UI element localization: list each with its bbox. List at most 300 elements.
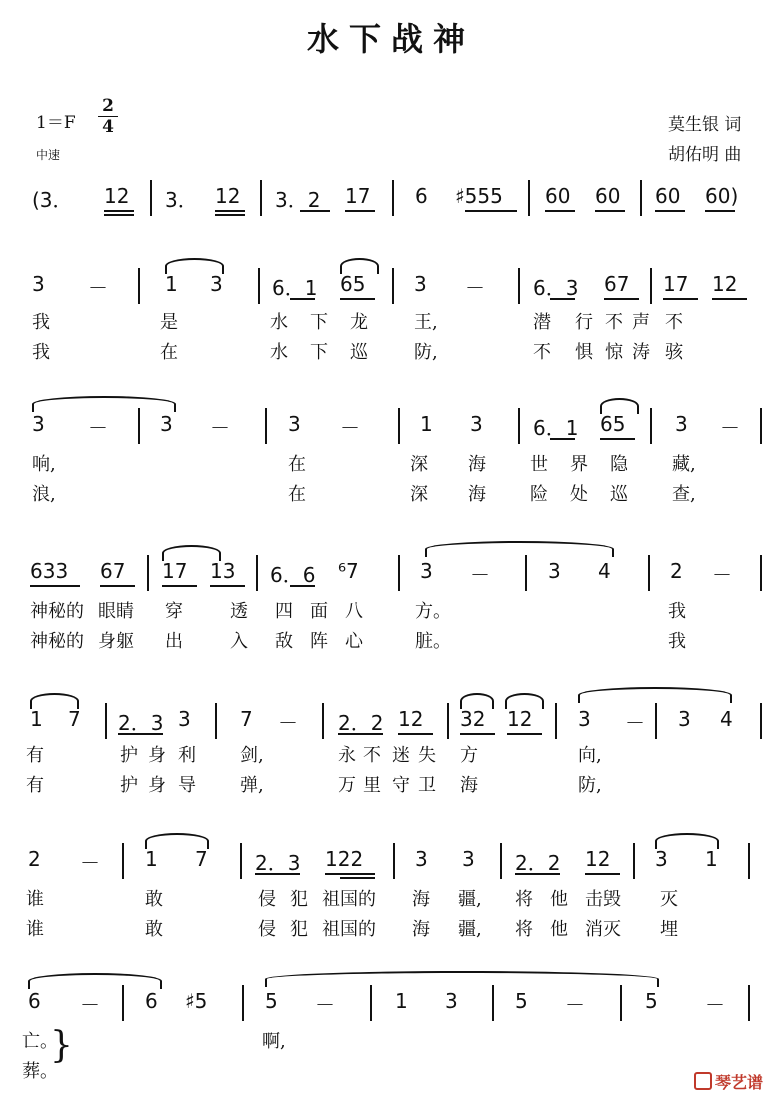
note: 3	[675, 412, 688, 436]
lyric: 神秘的	[30, 601, 84, 622]
lyric: 潜	[533, 312, 551, 333]
barline	[265, 408, 267, 444]
barline	[633, 843, 635, 879]
lyric: 处	[570, 484, 588, 505]
lyric: 王,	[414, 312, 438, 333]
note: 3	[445, 989, 458, 1013]
underline	[30, 585, 80, 587]
lyric: 穿	[165, 601, 183, 622]
lyric: 我	[32, 342, 50, 363]
barline	[650, 408, 652, 444]
tie	[425, 541, 614, 557]
underline	[550, 438, 575, 440]
underline	[215, 214, 245, 216]
lyric: 永	[338, 745, 356, 766]
lyric: 埋	[660, 919, 678, 940]
slur	[145, 833, 209, 849]
tie	[32, 396, 176, 412]
note: 3	[462, 847, 475, 871]
time-bottom: 4	[98, 116, 118, 137]
lyric: 我	[668, 601, 686, 622]
note: －	[88, 276, 108, 300]
lyric: 不	[665, 312, 683, 333]
barline	[760, 408, 762, 444]
lyric: 不	[363, 745, 381, 766]
lyric: 疆,	[458, 889, 482, 910]
note: －	[720, 416, 740, 440]
lyric: 利	[178, 745, 196, 766]
underline	[398, 733, 433, 735]
lyric: 在	[160, 342, 178, 363]
lyric: 谁	[26, 919, 44, 940]
barline	[500, 843, 502, 879]
barline	[242, 985, 244, 1021]
underline	[300, 210, 330, 212]
note: 2	[670, 559, 683, 583]
barline	[760, 703, 762, 739]
underline	[550, 298, 575, 300]
lyric: 击毁	[585, 889, 621, 910]
lyric: 灭	[660, 889, 678, 910]
composer-credit: 胡佑明 曲	[668, 145, 742, 165]
underline	[255, 873, 300, 875]
time-top: 2	[102, 96, 114, 116]
lyrics-verse-2	[0, 915, 782, 945]
note: 3	[578, 707, 591, 731]
barline	[105, 703, 107, 739]
note: 122	[325, 847, 364, 871]
lyric: 八	[345, 601, 363, 622]
lyric: 查,	[672, 484, 696, 505]
lyric: 海	[460, 775, 478, 796]
lyric: 方	[460, 745, 478, 766]
note: 6	[145, 989, 158, 1013]
lyric: 海	[468, 454, 486, 475]
barline	[648, 555, 650, 591]
lyric: 护	[120, 745, 138, 766]
note: 1	[395, 989, 408, 1013]
barline	[655, 703, 657, 739]
underline	[104, 210, 134, 212]
lyric: 浪,	[32, 484, 56, 505]
lyric: 祖国的	[322, 919, 376, 940]
underline	[340, 877, 375, 879]
note: 3	[655, 847, 668, 871]
underline	[162, 585, 197, 587]
slur	[505, 693, 544, 709]
lyric: 水	[270, 342, 288, 363]
lyric: 向,	[578, 745, 602, 766]
note: 6．1	[272, 276, 318, 300]
lyric: 侵	[258, 919, 276, 940]
lyric: 防,	[578, 775, 602, 796]
lyric: 世	[530, 454, 548, 475]
note: 7	[68, 707, 81, 731]
note: 3．2	[275, 188, 321, 212]
lyric: 深	[410, 484, 428, 505]
note: 3	[32, 412, 45, 436]
barline	[398, 555, 400, 591]
lyric: 隐	[610, 454, 628, 475]
barline	[258, 268, 260, 304]
note: 12	[585, 847, 611, 871]
underline	[118, 733, 163, 735]
lyric: 不	[533, 342, 551, 363]
lyric: 界	[570, 454, 588, 475]
slur	[30, 693, 79, 709]
barline	[122, 985, 124, 1021]
barline	[398, 408, 400, 444]
lyric: 惧	[575, 342, 593, 363]
note: 13	[210, 559, 236, 583]
barline	[260, 180, 262, 216]
lyrics-verse-1	[0, 450, 782, 480]
note: 17	[663, 272, 689, 296]
underline	[585, 873, 620, 875]
lyric: 涛	[632, 342, 650, 363]
lyric: 声	[632, 312, 650, 333]
note: －	[88, 416, 108, 440]
lyric: 不	[605, 312, 623, 333]
lyric: 身躯	[98, 631, 134, 652]
barline	[640, 180, 642, 216]
barline	[392, 268, 394, 304]
lyrics-verse-2	[0, 627, 782, 657]
underline	[465, 210, 517, 212]
note: 3	[288, 412, 301, 436]
note: 1	[420, 412, 433, 436]
note: 3	[548, 559, 561, 583]
lyric: 阵	[310, 631, 328, 652]
lyric: 疆,	[458, 919, 482, 940]
underline	[712, 298, 747, 300]
note: 3	[160, 412, 173, 436]
barline	[392, 180, 394, 216]
lyrics-verse-2	[0, 480, 782, 510]
underline	[705, 210, 735, 212]
lyric: 海	[412, 889, 430, 910]
slur	[340, 258, 379, 274]
tie	[265, 971, 659, 987]
lyricist-credit: 莫生银 词	[668, 115, 742, 135]
lyric: 海	[468, 484, 486, 505]
note: ⁶7	[338, 559, 359, 583]
lyrics-verse-2	[0, 771, 782, 801]
underline	[655, 210, 685, 212]
note: 65	[600, 412, 626, 436]
note: 12	[712, 272, 738, 296]
lyric: 导	[178, 775, 196, 796]
note: －	[470, 563, 490, 587]
tie	[578, 687, 732, 703]
note: 2．3	[255, 851, 301, 875]
time-signature	[98, 96, 118, 137]
slur	[162, 545, 221, 561]
underline	[600, 438, 635, 440]
lyric: 将	[515, 919, 533, 940]
lyric: 水	[270, 312, 288, 333]
lyrics-verse-1	[0, 741, 782, 771]
underline	[210, 585, 245, 587]
lyric: 犯	[290, 889, 308, 910]
underline	[338, 733, 383, 735]
lyric: 深	[410, 454, 428, 475]
lyric: 下	[310, 342, 328, 363]
note: －	[340, 416, 360, 440]
lyric: 失	[418, 745, 436, 766]
note: 4	[598, 559, 611, 583]
note: 60)	[705, 184, 739, 208]
barline	[492, 985, 494, 1021]
note: 12	[215, 184, 241, 208]
slur	[600, 398, 639, 414]
note: 3	[415, 847, 428, 871]
barline	[447, 703, 449, 739]
note: 6．1	[533, 416, 579, 440]
barline	[147, 555, 149, 591]
note: 3	[414, 272, 427, 296]
note: 3	[32, 272, 45, 296]
barline	[393, 843, 395, 879]
lyric: 面	[310, 601, 328, 622]
barline	[748, 843, 750, 879]
barline	[620, 985, 622, 1021]
note: 1	[705, 847, 718, 871]
lyric: 行	[575, 312, 593, 333]
barline	[322, 703, 324, 739]
barline	[528, 180, 530, 216]
underline	[325, 873, 375, 875]
lyric: 心	[345, 631, 363, 652]
barline	[555, 703, 557, 739]
note: －	[315, 993, 335, 1017]
lyric: 有	[26, 775, 44, 796]
note: 4	[720, 707, 733, 731]
barline	[150, 180, 152, 216]
note: 67	[604, 272, 630, 296]
note: 7	[240, 707, 253, 731]
barline	[138, 408, 140, 444]
barline	[518, 408, 520, 444]
note: 6	[28, 989, 41, 1013]
key-signature: 1＝F	[36, 113, 76, 133]
lyric: 入	[230, 631, 248, 652]
underline	[663, 298, 698, 300]
lyric: 将	[515, 889, 533, 910]
note: 3	[420, 559, 433, 583]
barline	[525, 555, 527, 591]
note: 6．6	[270, 563, 316, 587]
lyric: 里	[363, 775, 381, 796]
lyric: 骇	[665, 342, 683, 363]
note: 633	[30, 559, 69, 583]
lyric: 祖国的	[322, 889, 376, 910]
lyric: 藏,	[672, 454, 696, 475]
logo-icon	[694, 1072, 712, 1090]
lyric: 敢	[145, 919, 163, 940]
note: 3	[210, 272, 223, 296]
underline	[604, 298, 639, 300]
lyric: 防,	[414, 342, 438, 363]
note: 12	[507, 707, 533, 731]
lyric: 险	[530, 484, 548, 505]
note: 5	[515, 989, 528, 1013]
note: 3	[470, 412, 483, 436]
underline	[460, 733, 495, 735]
lyric: 海	[412, 919, 430, 940]
lyric: 巡	[610, 484, 628, 505]
note: 32	[460, 707, 486, 731]
barline	[122, 843, 124, 879]
note: －	[278, 711, 298, 735]
note: 3	[678, 707, 691, 731]
verse-brace: }	[50, 1025, 73, 1066]
lyric: 迷	[392, 745, 410, 766]
note: 1	[165, 272, 178, 296]
lyric: 守	[392, 775, 410, 796]
underline	[507, 733, 542, 735]
note: ♯555	[455, 184, 503, 208]
underline	[290, 585, 315, 587]
underline	[345, 210, 375, 212]
slur	[655, 833, 719, 849]
lyric: 透	[230, 601, 248, 622]
lyric: 巡	[350, 342, 368, 363]
note: －	[712, 563, 732, 587]
underline	[104, 214, 134, 216]
barline	[240, 843, 242, 879]
lyric: 弹,	[240, 775, 264, 796]
slur	[165, 258, 224, 274]
note: 17	[162, 559, 188, 583]
barline	[650, 268, 652, 304]
note: －	[705, 993, 725, 1017]
lyric: 护	[120, 775, 138, 796]
lyric: 敌	[275, 631, 293, 652]
lyrics-verse-1	[0, 1027, 782, 1057]
barline	[748, 985, 750, 1021]
note: ♯5	[185, 989, 208, 1013]
site-logo	[694, 1070, 763, 1093]
note: 2．3	[118, 711, 164, 735]
note: 12	[104, 184, 130, 208]
lyrics-verse-2	[0, 338, 782, 368]
note: 12	[398, 707, 424, 731]
lyric: 他	[550, 919, 568, 940]
lyric: 有	[26, 745, 44, 766]
note: －	[210, 416, 230, 440]
note: －	[80, 851, 100, 875]
lyric: 眼睛	[98, 601, 134, 622]
note: －	[80, 993, 100, 1017]
underline	[215, 210, 245, 212]
lyric: 犯	[290, 919, 308, 940]
slur	[460, 693, 494, 709]
lyric: 谁	[26, 889, 44, 910]
note: 17	[345, 184, 371, 208]
lyric: 剑,	[240, 745, 264, 766]
underline	[595, 210, 625, 212]
note: 60	[545, 184, 571, 208]
lyric: 亡。	[22, 1031, 58, 1052]
lyric: 惊	[605, 342, 623, 363]
lyric: 在	[288, 484, 306, 505]
barline	[760, 555, 762, 591]
lyric: 身	[148, 745, 166, 766]
lyrics-verse-1	[0, 885, 782, 915]
lyric: 脏。	[415, 631, 451, 652]
lyric: 万	[338, 775, 356, 796]
lyric: 在	[288, 454, 306, 475]
barline	[370, 985, 372, 1021]
underline	[515, 873, 560, 875]
barline	[138, 268, 140, 304]
note: 2	[28, 847, 41, 871]
note: －	[465, 276, 485, 300]
lyrics-verse-1	[0, 597, 782, 627]
note: 6	[415, 184, 428, 208]
note: 5	[265, 989, 278, 1013]
tie	[28, 973, 162, 989]
note: 7	[195, 847, 208, 871]
lyric: 我	[668, 631, 686, 652]
lyric: 身	[148, 775, 166, 796]
lyric: 我	[32, 312, 50, 333]
note: 2．2	[338, 711, 384, 735]
note: 3．	[165, 188, 198, 212]
lyric: 龙	[350, 312, 368, 333]
barline	[256, 555, 258, 591]
tempo-marking: 中速	[36, 148, 61, 162]
note: 5	[645, 989, 658, 1013]
lyric: 敢	[145, 889, 163, 910]
lyric: 下	[310, 312, 328, 333]
note: 65	[340, 272, 366, 296]
lyric: 他	[550, 889, 568, 910]
lyrics-verse-1	[0, 308, 782, 338]
note: 60	[595, 184, 621, 208]
underline	[545, 210, 575, 212]
song-title: 水下战神	[306, 20, 475, 58]
lyric: 四	[275, 601, 293, 622]
note: 1	[145, 847, 158, 871]
lyric: 出	[165, 631, 183, 652]
note: 60	[655, 184, 681, 208]
lyric: 是	[160, 312, 178, 333]
underline	[340, 298, 375, 300]
note: －	[625, 711, 645, 735]
lyric: 侵	[258, 889, 276, 910]
lyric: 葬。	[22, 1061, 58, 1082]
lyric: 卫	[418, 775, 436, 796]
lyric: 方。	[415, 601, 451, 622]
note: 1	[30, 707, 43, 731]
note: (3．	[32, 188, 73, 212]
note: 3	[178, 707, 191, 731]
logo-text: 琴艺谱	[715, 1073, 764, 1092]
lyric: 啊,	[262, 1031, 286, 1052]
lyric: 消灭	[585, 919, 621, 940]
lyric: 响,	[32, 454, 56, 475]
note: 67	[100, 559, 126, 583]
lyric: 神秘的	[30, 631, 84, 652]
barline	[518, 268, 520, 304]
underline	[100, 585, 135, 587]
underline	[290, 298, 315, 300]
barline	[215, 703, 217, 739]
note: －	[565, 993, 585, 1017]
lyrics-verse-2	[0, 1057, 782, 1087]
